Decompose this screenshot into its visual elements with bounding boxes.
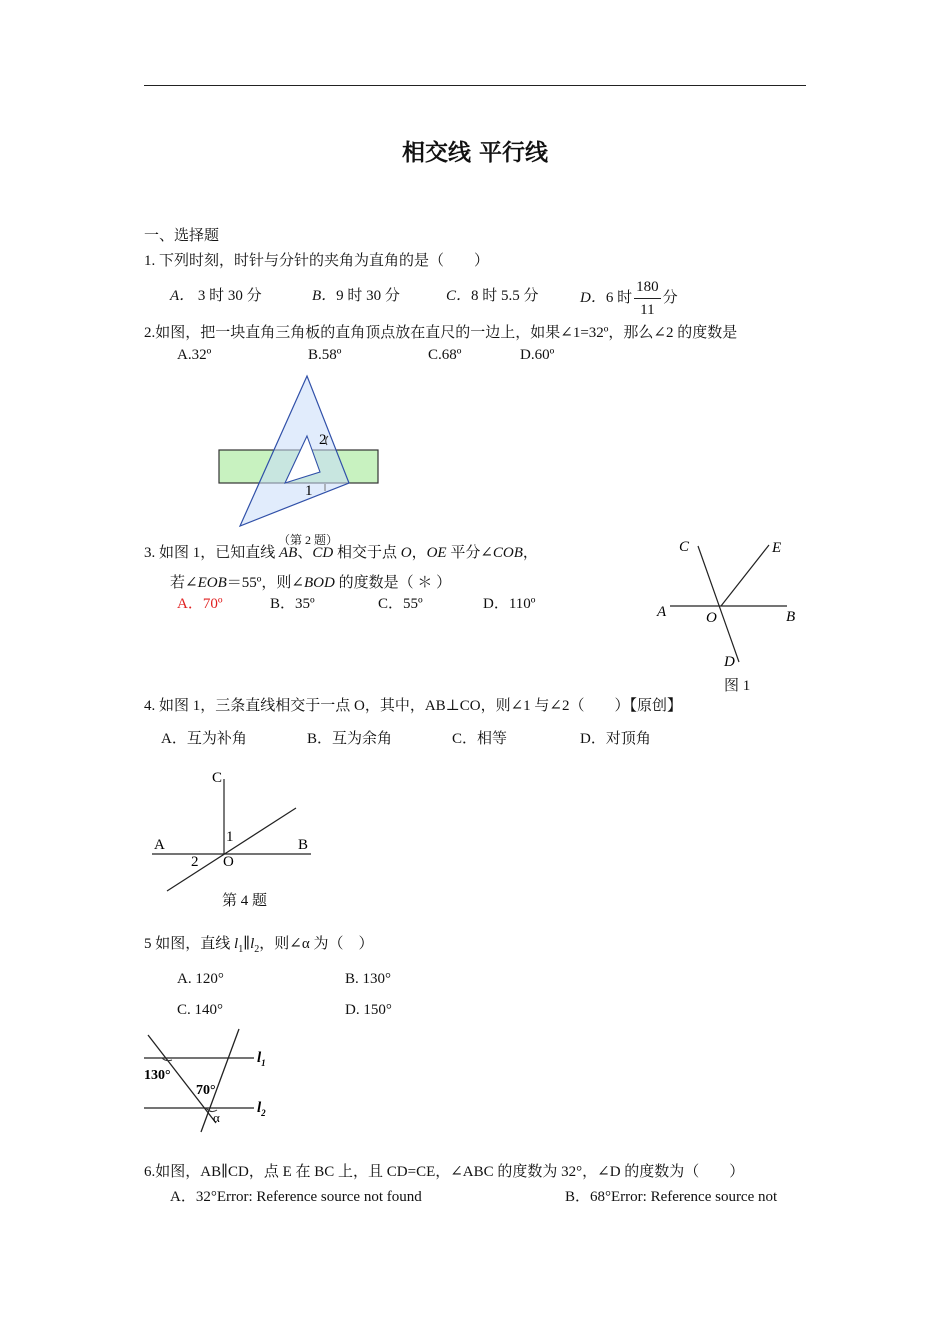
line-cd: [698, 546, 739, 662]
q5-option-a: A. 120°: [177, 971, 224, 987]
q1-option-a: A． 3 时 30 分: [170, 288, 262, 304]
header-rule: [144, 85, 806, 86]
q4-option-d: D．对顶角: [580, 731, 651, 747]
label-1: 1: [226, 829, 234, 845]
q1-option-c: C．8 时 5.5 分: [446, 288, 539, 304]
q3-option-d: D．110º: [483, 596, 536, 612]
q1-option-d: D．6 时 $\frac{180}{11}$ 分: [580, 276, 678, 321]
q4-option-b: B．互为余角: [307, 731, 393, 747]
q2-caption: （第 2 题）: [278, 533, 339, 547]
q2-stem: 2.如图，把一块直角三角板的直角顶点放在直尺的一边上，如果∠1=32º，那么∠2 的度数是: [144, 325, 738, 341]
label-l2: $l_2$: [257, 1100, 266, 1118]
label-a: A: [657, 604, 667, 620]
q2-option-c: C.68º: [428, 347, 462, 363]
q3-option-c: C．55º: [378, 596, 423, 612]
q4-option-c: C．相等: [452, 731, 508, 747]
q2-option-a: A.32º: [177, 347, 212, 363]
label-d: D: [724, 654, 735, 670]
q4-caption: 第 4 题: [222, 893, 268, 909]
q2-option-d: D.60º: [520, 347, 555, 363]
ray-oe: [721, 545, 769, 606]
q5-figure: [140, 1025, 280, 1140]
q6-stem: 6.如图，AB∥CD，点 E 在 BC 上，且 CD=CE，∠ABC 的度数为 32°，∠D 的度数为（ ）: [144, 1164, 745, 1180]
q3-option-a: A．70º: [177, 596, 223, 612]
q5-option-d: D. 150°: [345, 1002, 392, 1018]
label-a: A: [154, 837, 165, 853]
q4-option-a: A．互为补角: [161, 731, 247, 747]
label-c: C: [212, 770, 223, 786]
q2-option-b: B.58º: [308, 347, 342, 363]
label-2: 2: [191, 854, 199, 870]
page-title: 相交线 平行线: [401, 140, 548, 166]
q1-stem: 1. 下列时刻，时针与分针的夹角为直角的是（ ）: [144, 253, 490, 269]
q1-option-b: B．9 时 30 分: [312, 288, 400, 304]
q3-option-b: B．35º: [270, 596, 315, 612]
label-b: B: [786, 609, 796, 625]
q4-stem: 4. 如图 1，三条直线相交于一点 O，其中，AB⊥CO，则∠1 与∠2（ ）【原创】: [144, 698, 683, 714]
q5-option-b: B. 130°: [345, 971, 392, 987]
label-l1: $l_1$: [257, 1050, 266, 1068]
label-c: C: [679, 539, 690, 555]
label-70: 70°: [196, 1083, 216, 1098]
label-b: B: [298, 837, 309, 853]
slanted-line: [167, 808, 296, 891]
q6-option-b: B．68°Error: Reference source not: [565, 1189, 778, 1205]
q6-option-a: A．32°Error: Reference source not found: [170, 1189, 422, 1205]
fraction: $\frac{180}{11}$: [634, 276, 661, 321]
q3-stem: 3. 如图 1，已知直线 AB、CD 相交于点 O，OE 平分∠COB，: [144, 545, 538, 561]
label-e: E: [772, 540, 782, 556]
q5-stem: 5 如图，直线 $l_1\parallel l_2$，则∠α 为（ ）: [144, 936, 374, 955]
q4-figure: [145, 765, 320, 895]
q5-option-c: C. 140°: [177, 1002, 224, 1018]
q2-figure: [210, 370, 390, 550]
label-130: 130°: [144, 1068, 171, 1083]
angle-2-label: 2: [319, 432, 327, 448]
label-o: O: [706, 610, 717, 626]
transversal-right: [201, 1029, 239, 1132]
label-alpha: α: [213, 1110, 220, 1125]
angle-1-label: 1: [305, 483, 313, 499]
q3-figure: [650, 535, 810, 695]
label-o: O: [223, 854, 234, 870]
section-heading: 一、选择题: [144, 228, 220, 244]
q3-caption: 图 1: [724, 678, 751, 694]
q3-condition: 若∠EOB＝55º，则∠BOD 的度数是（ ＊ ）: [170, 575, 452, 591]
